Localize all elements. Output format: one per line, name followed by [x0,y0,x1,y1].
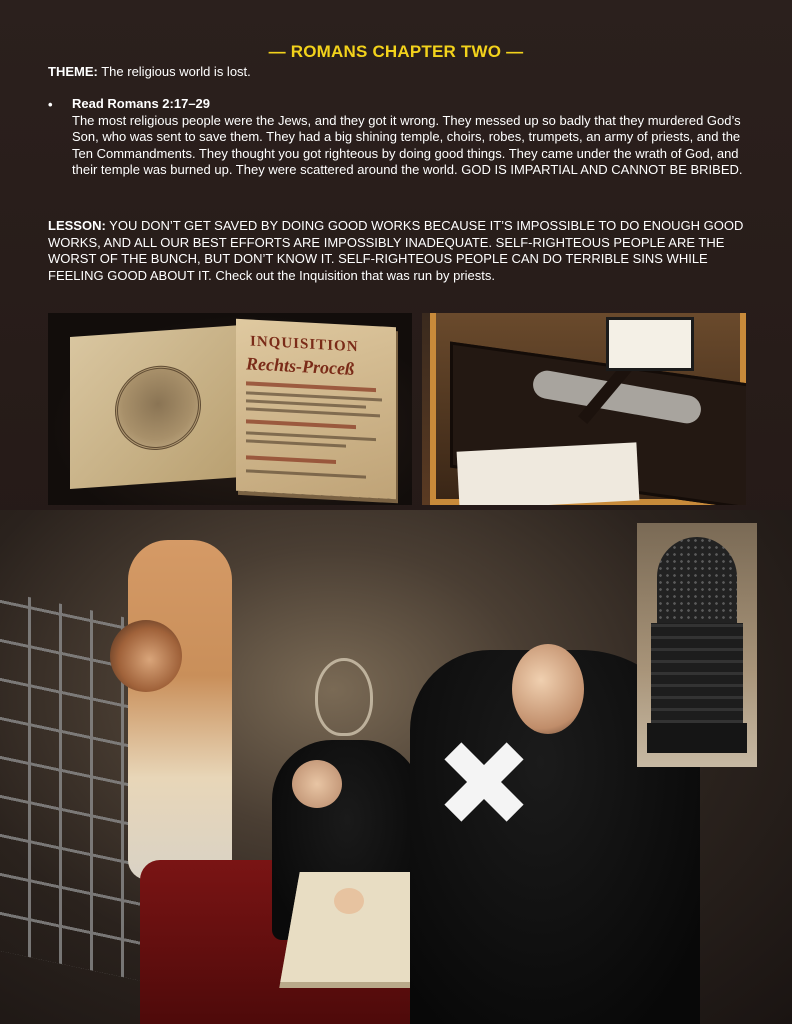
text-line [246,399,366,408]
inquisition-book-photo [48,313,412,505]
theme-label: THEME: [48,64,98,79]
text-line [246,381,376,392]
lesson-label: LESSON: [48,218,106,233]
portrait-engraving [115,363,201,453]
spiked-chair-back [657,537,737,627]
lesson-paragraph [48,218,748,284]
bound-prisoner-figure [128,540,232,880]
wall-emblem [315,658,373,736]
book-left-page [70,325,242,489]
bullet-icon: • [48,97,53,112]
spiked-chair-seat [651,623,743,723]
reading-heading: Read Romans 2:17–29 [72,96,211,111]
display-card-top [606,317,694,371]
book-title-line: INQUISITION [250,333,359,356]
book-title-line: Rechts-Proceß [246,353,354,379]
reading-section [72,96,752,179]
display-label-card [457,442,640,505]
text-line [246,419,356,429]
text-line [246,439,346,447]
inquisitor-head [512,644,584,734]
text-line [246,469,366,478]
prisoner-head [110,620,182,692]
lesson-text: YOU DON’T GET SAVED BY DOING GOOD WORKS BECAUSE IT’S IMPOSSIBLE TO DO ENOUGH GOOD WORKS, AND ALL OUR BEST EFFORTS ARE IMPOSSIBLY INADEQUATE. SELF-RIGHTEOUS PEOPLE ARE THE WORST OF THE BUNCH, BUT DON’T KNOW IT. SELF-RIGHTEOUS PEOPLE CAN DO TERRIBLE SINS WHILE FEELING GOOD ABOUT IT. Check out the Inquisition that was run by priests. [48,218,744,283]
text-line [246,407,380,417]
theme-text: The religious world is lost. [97,64,251,79]
rack-display-photo [422,313,746,505]
book-title-page [236,319,396,499]
text-line [246,455,336,464]
theme-paragraph [48,64,748,80]
reading-body: The most religious people were the Jews, and they got it wrong. They messed up so badly that they murdered God’s Son, who was sent to save them. They had a big shining temple, choirs, robes, trumpets, an army of priests, and the Ten Commandments. They thought you got righteous by doing good things. They came under the wrath of God, and their temple was burned up. They were scattered around the world. GOD IS IMPARTIAL AND CANNOT BE BRIBED. [72,112,743,177]
page-title: — ROMANS CHAPTER TWO — [268,42,524,61]
scribe-monk-face [292,760,342,808]
writing-hand [334,888,364,914]
chair-base [647,723,747,753]
iron-chair-photo [637,523,757,767]
